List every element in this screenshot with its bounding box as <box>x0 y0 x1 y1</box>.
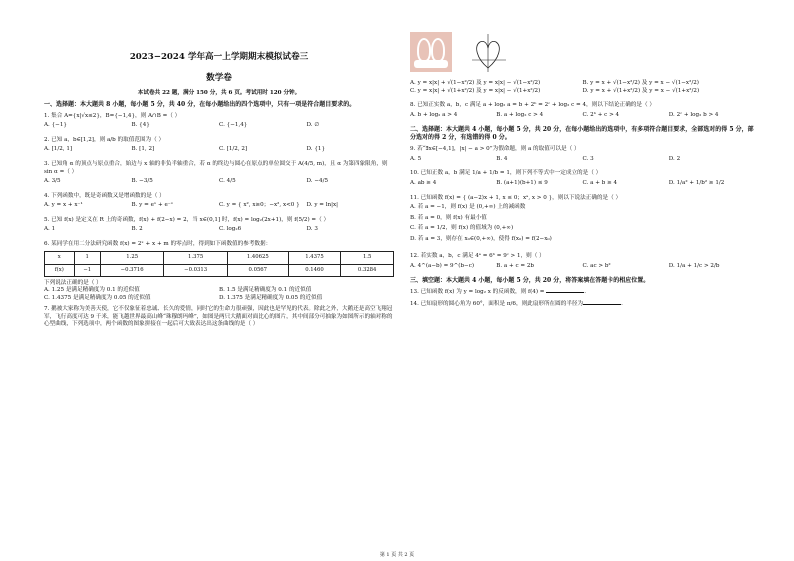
table-cell: x <box>45 252 75 264</box>
section-3-heading: 三、填空题：本大题共 4 小题，每小题 5 分，共 20 分，将答案填在答题卡的相应位置。 <box>410 277 650 285</box>
option: B. −3/5 <box>131 178 153 185</box>
question-2: 2. 已知 a，b∈[1,2]，则 a/b 的取值范围为（ ） <box>44 136 165 143</box>
question-12-options <box>410 263 755 271</box>
option: C. log₂6 <box>219 226 242 233</box>
option: B. y = eˣ + e⁻ˣ <box>131 202 174 209</box>
question-4-options <box>44 202 394 210</box>
option: C. {−1,4} <box>219 122 248 129</box>
option: D. 2ᶜ + log₂ b > 4 <box>668 111 719 118</box>
option: B. 2 <box>131 226 143 233</box>
option: B. a + log₂ c > 4 <box>496 111 544 118</box>
question-9-options <box>410 156 755 164</box>
question-6-lead: 下列说法正确的是（ ） <box>44 279 102 286</box>
question-1-options <box>44 122 394 130</box>
option: C. ac > b² <box>582 262 611 269</box>
question-6: 6. 某同学在用二分法研究函数 f(x) = 2ˣ + x + m 的零点时，得到如下函数值的参考数据： <box>44 240 272 247</box>
option: A. ab ≥ 4 <box>410 180 437 187</box>
option: C. a + b ≥ 4 <box>582 180 618 187</box>
answer-blank[interactable] <box>583 304 621 305</box>
option: D. 1/a + 1/c > 2/b <box>668 262 720 269</box>
option: B. 1.5 是满足精确度为 0.1 的近似值 <box>219 287 312 294</box>
option: B. [1, 2] <box>131 146 155 153</box>
option: A. 1 <box>44 226 56 233</box>
question-7-figures <box>410 32 755 74</box>
option: C. 2ᵇ + c > 4 <box>582 111 620 118</box>
table-cell: f(x) <box>45 264 75 276</box>
exam-note: 本试卷共 22 题，满分 150 分，共 6 页。考试用时 120 分钟。 <box>137 90 301 97</box>
option: D. 1/a² + 1/b² ≥ 1/2 <box>668 180 725 187</box>
option: A. 5 <box>410 155 422 162</box>
question-1: 1. 集合 A={x|√x≤2}，B={−1,4}，则 A∩B =（ ） <box>44 112 181 119</box>
option: B. {4} <box>131 122 150 129</box>
question-13: 13. 已知函数 f(x) 为 y = log₂ x 的反函数，则 f(4) = . <box>410 289 587 296</box>
option: D. {1} <box>306 146 326 153</box>
table-cell: 1.375 <box>164 252 227 264</box>
option: B. (a+1)(b+1) ≤ 9 <box>496 180 548 187</box>
option: B. y = x + √(1−x²/2) 及 y = x − √(1−x²/2) <box>582 80 699 86</box>
exam-title: 2023−2024 学年高一上学期期末模拟试卷三 <box>129 52 309 62</box>
question-7-options <box>410 80 755 95</box>
question-13-text: 13. 已知函数 f(x) 为 y = log₂ x 的反函数，则 f(4) = <box>410 289 547 296</box>
right-column <box>410 32 755 311</box>
option: A. b + log₂ a > 4 <box>410 111 458 118</box>
question-10: 10. 已知正数 a，b 满足 1/a + 1/b = 1，则下列不等式中一定成立的是（ ） <box>410 170 602 177</box>
heart-curve-figure <box>468 32 508 74</box>
option: C. 若 a = 1/2，则 f(x) 的值域为 (0,+∞) <box>410 225 514 232</box>
table-cell: 1 <box>74 252 100 264</box>
question-7: 7. 鹅被大家称为美善天使，它不仅象征着忠诚、长久的爱情，同时它的生命力很顽强，因此也是罕见的代表。除此之外，大鹅还是高空飞翔冠军，飞行高度可达 9 千米，能飞越世界最高山峰“珠穆朗玛峰”，如图是两只大鹅面对面比心的图片，其中间部分可抽象为如图所示的轴对称的心型曲线，下列选项中，两个函数的图象拼接在一起后可大致表达出这条曲线的是（ ） <box>44 306 393 328</box>
question-6-options <box>44 287 394 302</box>
option: A. {−1} <box>44 122 67 129</box>
option: C. 3 <box>582 155 594 162</box>
option: A. 4^(a−b) = 9^(b−c) <box>410 262 475 269</box>
page-footer: 第 1 页 共 2 页 <box>379 552 415 558</box>
table-cell: 0.0567 <box>227 264 288 276</box>
question-11: 11. 已知函数 f(x) = { (a−2)x + 1, x ≤ 0；xᵃ, x > 0 }，则以下说法正确的是（ ） <box>410 194 622 201</box>
option: D. y = ln|x| <box>306 202 339 209</box>
option: A. 3/5 <box>44 178 61 185</box>
option: B. 4 <box>496 155 508 162</box>
question-9: 9. 若“∃x∈[−4,1]，|x| − a > 0”为假命题，则 a 的取值可以是（ ） <box>410 146 580 153</box>
section-1-heading: 一、选择题：本大题共 8 小题，每小题 5 分，共 40 分，在每小题给出的四个选项中，只有一项是符合题目要求的。 <box>44 100 356 108</box>
question-3: 3. 已知角 α 的顶点与原点重合，始边与 x 轴的非负半轴重合，若 α 的终边与圆心在原点的单位圆交于 A(4/5, m)，且 α 为第四象限角，则 sin α =（ ） <box>44 161 388 175</box>
option: D. y = x + √(1+x²/2) 及 y = x − √(1+x²/2) <box>582 87 700 94</box>
question-5-options <box>44 226 394 234</box>
question-8-options <box>410 112 755 120</box>
question-10-options <box>410 180 755 188</box>
question-12: 12. 若实数 a，b，c 满足 4ᵃ = 6ᵇ = 9ᶜ > 1，则（ ） <box>410 253 545 260</box>
option: C. 1.4375 是满足精确度为 0.05 的近似值 <box>44 294 151 301</box>
option: D. 3 <box>306 226 318 233</box>
question-4: 4. 下列函数中，既是奇函数又是增函数的是（ ） <box>44 192 165 199</box>
question-8: 8. 已知正实数 a，b，c 满足 a + log₂ a = b + 2ᵇ = 2ᶜ + log₂ c = 4，则以下结论正确的是（ ） <box>410 102 655 109</box>
option: C. y = x|x| + √(1+x²/2) 及 y = x|x| − √(1+x²/2) <box>410 87 541 94</box>
option: D. −4/5 <box>306 178 329 185</box>
option: C. y = { x², x≥0；−x², x<0 } <box>219 202 300 209</box>
option: D. ∅ <box>306 122 320 129</box>
option: D. 1.375 是满足精确度为 0.05 的近似值 <box>219 294 323 301</box>
option: C. [1/2, 2] <box>219 146 248 153</box>
table-cell: −0.3716 <box>100 264 163 276</box>
option: B. 若 a = 0，则 f(x) 有最小值 <box>410 214 487 221</box>
question-11-options <box>410 204 755 246</box>
option: A. 若 a = −1，则 f(x) 是 (0,+∞) 上的减函数 <box>410 204 526 211</box>
option: D. 2 <box>668 155 681 162</box>
table-cell: 0.3284 <box>341 264 394 276</box>
value-table <box>44 251 394 276</box>
question-14-text: 14. 已知扇形的圆心角为 60°，面积是 π/6，则此扇形所在圆的半径为 <box>410 301 584 308</box>
table-row <box>45 252 394 264</box>
option: A. y = x + x⁻¹ <box>44 202 83 209</box>
option: A. [1/2, 1] <box>44 146 73 153</box>
answer-blank[interactable] <box>546 292 584 293</box>
option: B. a + c = 2b <box>496 262 535 269</box>
question-5: 5. 已知 f(x) 是定义在 R 上的奇函数，f(x) + f(2−x) = 2，当 x∈(0,1] 时，f(x) = log₂(2x+1)，则 f(5/2) =（ ） <box>44 216 330 223</box>
option: A. 1.25 是满足精确度为 0.1 的近似值 <box>44 287 140 294</box>
swan-photo <box>410 32 452 72</box>
section-2-heading: 二、选择题：本大题共 4 小题，每小题 5 分，共 20 分，在每小题给出的选项中，有多项符合题目要求，全部选对的得 5 分，部分选对的得 2 分，有选错的得 0 分。 <box>410 126 754 142</box>
exam-subject: 数学卷 <box>206 72 232 83</box>
question-3-options <box>44 178 394 186</box>
table-cell: 0.1460 <box>288 264 341 276</box>
option: D. 若 a = 3，则存在 x₀∈(0,+∞)，使得 f(x₀) = f(2−x₀) <box>410 235 552 242</box>
question-14: 14. 已知扇形的圆心角为 60°，面积是 π/6，则此扇形所在圆的半径为 . <box>410 301 623 308</box>
table-cell: −0.0313 <box>164 264 227 276</box>
question-2-options <box>44 146 394 154</box>
table-cell: 1.5 <box>341 252 394 264</box>
table-cell: 1.4375 <box>288 252 341 264</box>
option: C. 4/5 <box>219 178 236 185</box>
table-row <box>45 264 394 276</box>
table-cell: −1 <box>74 264 100 276</box>
option: A. y = x|x| + √(1−x²/2) 及 y = x|x| − √(1−x²/2) <box>410 80 541 86</box>
table-cell: 1.40625 <box>227 252 288 264</box>
table-cell: 1.25 <box>100 252 163 264</box>
left-column <box>44 32 394 331</box>
